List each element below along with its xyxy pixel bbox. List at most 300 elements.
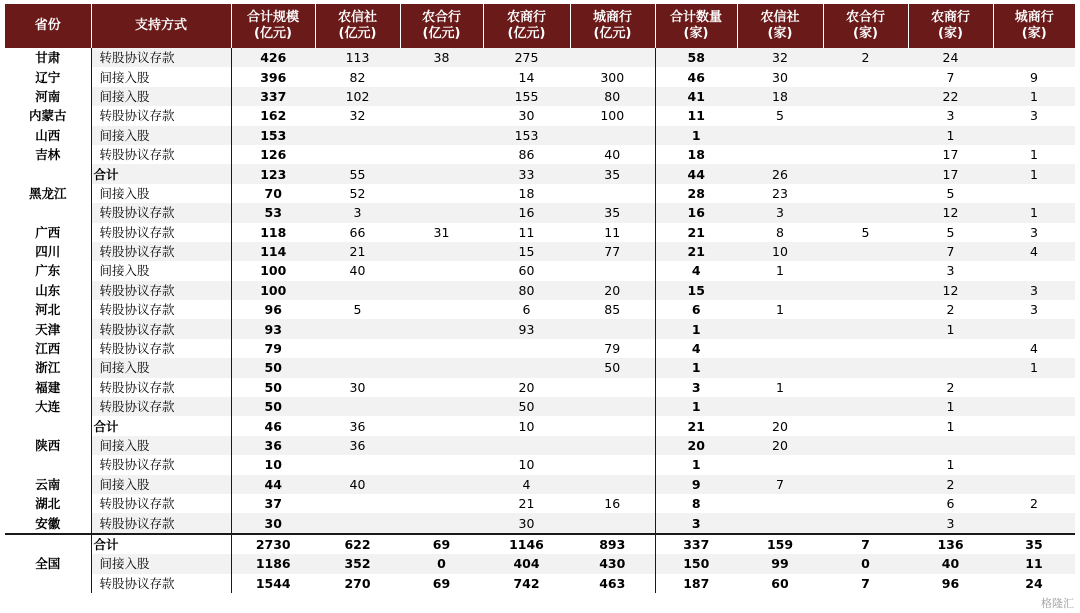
value-cell: 50 [570,358,655,377]
province-cell: 全国 [5,534,91,593]
value-cell: 16 [655,203,737,222]
value-cell [400,397,483,416]
value-cell: 118 [231,223,315,242]
value-cell: 1 [993,358,1075,377]
value-cell: 3 [908,106,993,125]
value-cell [400,145,483,164]
table-row [5,223,1075,242]
value-cell: 100 [231,281,315,300]
value-cell: 426 [231,48,315,67]
value-cell [400,416,483,435]
table-row [5,513,1075,533]
value-cell: 352 [315,554,400,573]
header-rcc-count: 农信社 (家) [737,4,823,48]
value-cell: 2 [993,494,1075,513]
table-row [5,494,1075,513]
value-cell [400,164,483,183]
header-rcb-coop-count: 农合行 (家) [823,4,908,48]
value-cell: 21 [655,223,737,242]
header-total-amount: 合计规模 (亿元) [231,4,315,48]
value-cell [315,358,400,377]
method-cell: 间接入股 [91,475,231,494]
value-cell: 32 [737,48,823,67]
value-cell: 5 [315,300,400,319]
value-cell [315,145,400,164]
value-cell [400,300,483,319]
value-cell: 40 [315,475,400,494]
value-cell: 3 [655,513,737,533]
province-cell: 山东 [5,281,91,300]
value-cell: 11 [570,223,655,242]
value-cell: 79 [231,339,315,358]
value-cell [908,358,993,377]
value-cell: 1 [655,126,737,145]
province-cell: 浙江 [5,358,91,377]
method-cell: 转股协议存款 [91,223,231,242]
header-rural-commercial-amount: 农商行 (亿元) [483,4,570,48]
value-cell [993,455,1075,474]
value-cell: 1 [908,397,993,416]
value-cell: 31 [400,223,483,242]
value-cell: 30 [483,513,570,533]
value-cell: 11 [993,554,1075,573]
value-cell: 7 [823,574,908,593]
value-cell: 430 [570,554,655,573]
table-row [5,106,1075,125]
value-cell: 9 [655,475,737,494]
header-province: 省份 [5,4,91,48]
value-cell [823,203,908,222]
value-cell [570,397,655,416]
table-row [5,436,1075,455]
value-cell: 5 [908,184,993,203]
value-cell: 93 [483,319,570,338]
value-cell: 70 [231,184,315,203]
value-cell: 96 [231,300,315,319]
value-cell [993,261,1075,280]
value-cell [570,455,655,474]
value-cell [315,513,400,533]
value-cell: 18 [655,145,737,164]
method-cell: 转股协议存款 [91,319,231,338]
value-cell [823,300,908,319]
value-cell [400,261,483,280]
value-cell [400,475,483,494]
value-cell: 153 [231,126,315,145]
value-cell: 44 [655,164,737,183]
header-total-count: 合计数量 (家) [655,4,737,48]
method-cell: 间接入股 [91,184,231,203]
value-cell: 9 [993,67,1075,86]
value-cell [823,378,908,397]
value-cell: 3 [655,378,737,397]
value-cell: 23 [737,184,823,203]
method-cell: 间接入股 [91,358,231,377]
value-cell: 46 [655,67,737,86]
value-cell [315,397,400,416]
value-cell: 16 [570,494,655,513]
value-cell: 35 [570,203,655,222]
method-cell: 转股协议存款 [91,281,231,300]
value-cell: 32 [315,106,400,125]
value-cell [315,494,400,513]
value-cell: 162 [231,106,315,125]
value-cell: 96 [908,574,993,593]
value-cell: 1 [655,319,737,338]
value-cell [737,126,823,145]
value-cell: 123 [231,164,315,183]
table-row [5,145,1075,164]
value-cell: 11 [483,223,570,242]
province-cell: 大连 [5,397,91,416]
bank-capital-support-table [5,4,1075,593]
value-cell: 113 [315,48,400,67]
value-cell [483,358,570,377]
table-row [5,300,1075,319]
value-cell: 12 [908,281,993,300]
header-rcb-coop-amount: 农合行 (亿元) [400,4,483,48]
province-cell: 江西 [5,339,91,358]
value-cell [400,319,483,338]
value-cell [570,436,655,455]
value-cell: 153 [483,126,570,145]
value-cell [737,494,823,513]
header-row [5,4,1075,48]
value-cell: 1 [993,87,1075,106]
value-cell: 100 [570,106,655,125]
table-row [5,87,1075,106]
value-cell [570,416,655,435]
value-cell: 80 [570,87,655,106]
province-cell: 四川 [5,242,91,261]
value-cell: 1 [655,397,737,416]
value-cell: 893 [570,534,655,554]
value-cell [737,145,823,164]
value-cell: 1 [993,145,1075,164]
value-cell: 100 [231,261,315,280]
value-cell: 17 [908,164,993,183]
value-cell: 40 [315,261,400,280]
value-cell: 1 [737,300,823,319]
value-cell: 46 [231,416,315,435]
value-cell: 40 [908,554,993,573]
value-cell [315,339,400,358]
value-cell [315,126,400,145]
value-cell: 126 [231,145,315,164]
value-cell: 3 [993,223,1075,242]
value-cell: 21 [655,416,737,435]
method-cell: 转股协议存款 [91,494,231,513]
value-cell: 1 [737,378,823,397]
table-row [5,378,1075,397]
value-cell: 4 [993,242,1075,261]
province-cell: 云南 [5,475,91,494]
value-cell: 20 [483,378,570,397]
method-cell: 转股协议存款 [91,242,231,261]
watermark: 格隆汇 [1041,597,1074,610]
value-cell: 20 [570,281,655,300]
table-row [5,164,1075,183]
value-cell [823,339,908,358]
method-cell: 间接入股 [91,126,231,145]
province-cell: 吉林 [5,145,91,164]
table-row [5,416,1075,435]
table-row [5,339,1075,358]
value-cell: 21 [315,242,400,261]
table-row [5,554,1075,573]
value-cell: 1 [908,319,993,338]
value-cell: 80 [483,281,570,300]
value-cell: 2 [908,378,993,397]
header-city-commercial-count: 城商行 (家) [993,4,1075,48]
value-cell [315,319,400,338]
value-cell: 1146 [483,534,570,554]
value-cell: 10 [483,455,570,474]
value-cell: 1186 [231,554,315,573]
value-cell [823,87,908,106]
province-cell: 福建 [5,378,91,397]
value-cell: 8 [655,494,737,513]
value-cell: 86 [483,145,570,164]
table-row [5,397,1075,416]
value-cell: 50 [483,397,570,416]
value-cell: 6 [908,494,993,513]
header-rcc-amount: 农信社 (亿元) [315,4,400,48]
value-cell: 60 [737,574,823,593]
value-cell: 7 [908,67,993,86]
value-cell: 40 [570,145,655,164]
value-cell: 1 [908,416,993,435]
value-cell: 114 [231,242,315,261]
value-cell: 4 [483,475,570,494]
value-cell: 396 [231,67,315,86]
value-cell: 1 [655,358,737,377]
value-cell [993,319,1075,338]
value-cell [570,378,655,397]
value-cell: 10 [231,455,315,474]
value-cell: 159 [737,534,823,554]
value-cell: 270 [315,574,400,593]
value-cell [737,319,823,338]
value-cell: 1 [908,126,993,145]
value-cell: 22 [908,87,993,106]
value-cell [993,184,1075,203]
value-cell [993,416,1075,435]
value-cell [400,281,483,300]
value-cell: 69 [400,574,483,593]
province-cell: 广西 [5,223,91,242]
province-cell: 河北 [5,300,91,319]
value-cell: 622 [315,534,400,554]
value-cell: 5 [908,223,993,242]
method-cell: 转股协议存款 [91,339,231,358]
value-cell [400,87,483,106]
value-cell: 60 [483,261,570,280]
value-cell: 58 [655,48,737,67]
value-cell: 337 [655,534,737,554]
value-cell: 5 [737,106,823,125]
value-cell [737,358,823,377]
value-cell [400,126,483,145]
value-cell [570,126,655,145]
value-cell [823,455,908,474]
value-cell: 10 [737,242,823,261]
value-cell [400,339,483,358]
value-cell [993,475,1075,494]
province-cell: 黑龙江 [5,164,91,222]
value-cell [737,339,823,358]
value-cell [400,494,483,513]
value-cell [570,184,655,203]
value-cell: 20 [737,436,823,455]
value-cell: 3 [315,203,400,222]
value-cell: 30 [737,67,823,86]
value-cell [570,513,655,533]
value-cell: 14 [483,67,570,86]
value-cell: 8 [737,223,823,242]
value-cell: 77 [570,242,655,261]
value-cell: 30 [231,513,315,533]
province-cell: 湖北 [5,494,91,513]
method-cell: 转股协议存款 [91,106,231,125]
method-cell: 间接入股 [91,67,231,86]
value-cell: 26 [737,164,823,183]
value-cell: 4 [993,339,1075,358]
table-row [5,126,1075,145]
method-cell: 转股协议存款 [91,300,231,319]
value-cell: 50 [231,397,315,416]
method-cell: 合计 [91,164,231,183]
method-cell: 合计 [91,534,231,554]
value-cell [400,378,483,397]
value-cell [993,436,1075,455]
value-cell: 66 [315,223,400,242]
value-cell: 4 [655,261,737,280]
value-cell: 7 [737,475,823,494]
table-row [5,242,1075,261]
method-cell: 间接入股 [91,261,231,280]
value-cell [400,106,483,125]
value-cell: 30 [483,106,570,125]
value-cell: 53 [231,203,315,222]
value-cell: 20 [655,436,737,455]
value-cell: 21 [655,242,737,261]
value-cell: 6 [655,300,737,319]
value-cell: 3 [993,281,1075,300]
value-cell [823,145,908,164]
table-row [5,261,1075,280]
value-cell [823,494,908,513]
value-cell [823,436,908,455]
province-cell: 河南 [5,87,91,106]
method-cell: 转股协议存款 [91,574,231,593]
value-cell [737,281,823,300]
value-cell [400,184,483,203]
value-cell: 7 [823,534,908,554]
province-cell: 甘肃 [5,48,91,67]
table-row [5,475,1075,494]
value-cell: 18 [737,87,823,106]
value-cell [400,67,483,86]
value-cell [823,475,908,494]
value-cell: 18 [483,184,570,203]
value-cell: 3 [908,261,993,280]
value-cell: 0 [400,554,483,573]
value-cell [570,48,655,67]
value-cell: 12 [908,203,993,222]
value-cell: 21 [483,494,570,513]
method-cell: 转股协议存款 [91,145,231,164]
value-cell: 11 [655,106,737,125]
value-cell [823,397,908,416]
value-cell [823,416,908,435]
value-cell [993,397,1075,416]
value-cell: 36 [315,416,400,435]
value-cell: 17 [908,145,993,164]
value-cell: 150 [655,554,737,573]
value-cell: 463 [570,574,655,593]
value-cell: 1 [908,455,993,474]
value-cell: 50 [231,378,315,397]
value-cell [908,339,993,358]
value-cell: 85 [570,300,655,319]
value-cell: 3 [737,203,823,222]
table-row [5,203,1075,222]
method-cell: 转股协议存款 [91,378,231,397]
table-row [5,67,1075,86]
table-row [5,319,1075,338]
method-cell: 间接入股 [91,87,231,106]
value-cell: 275 [483,48,570,67]
value-cell: 35 [993,534,1075,554]
table-row [5,358,1075,377]
province-cell: 陕西 [5,416,91,474]
value-cell [315,455,400,474]
value-cell [823,126,908,145]
header-rural-commercial-count: 农商行 (家) [908,4,993,48]
value-cell [823,261,908,280]
value-cell: 2 [908,475,993,494]
value-cell: 3 [993,300,1075,319]
table-row [5,455,1075,474]
province-cell: 安徽 [5,513,91,533]
method-cell: 间接入股 [91,436,231,455]
value-cell [823,164,908,183]
value-cell [737,397,823,416]
value-cell [993,378,1075,397]
value-cell: 136 [908,534,993,554]
value-cell: 69 [400,534,483,554]
value-cell: 37 [231,494,315,513]
value-cell: 35 [570,164,655,183]
value-cell: 41 [655,87,737,106]
value-cell: 7 [908,242,993,261]
value-cell: 10 [483,416,570,435]
value-cell: 155 [483,87,570,106]
value-cell: 28 [655,184,737,203]
value-cell: 79 [570,339,655,358]
value-cell: 16 [483,203,570,222]
method-cell: 间接入股 [91,554,231,573]
value-cell: 30 [315,378,400,397]
value-cell: 36 [231,436,315,455]
value-cell: 3 [908,513,993,533]
table-row [5,534,1075,554]
table-row [5,281,1075,300]
method-cell: 转股协议存款 [91,203,231,222]
method-cell: 转股协议存款 [91,48,231,67]
value-cell: 1 [993,203,1075,222]
